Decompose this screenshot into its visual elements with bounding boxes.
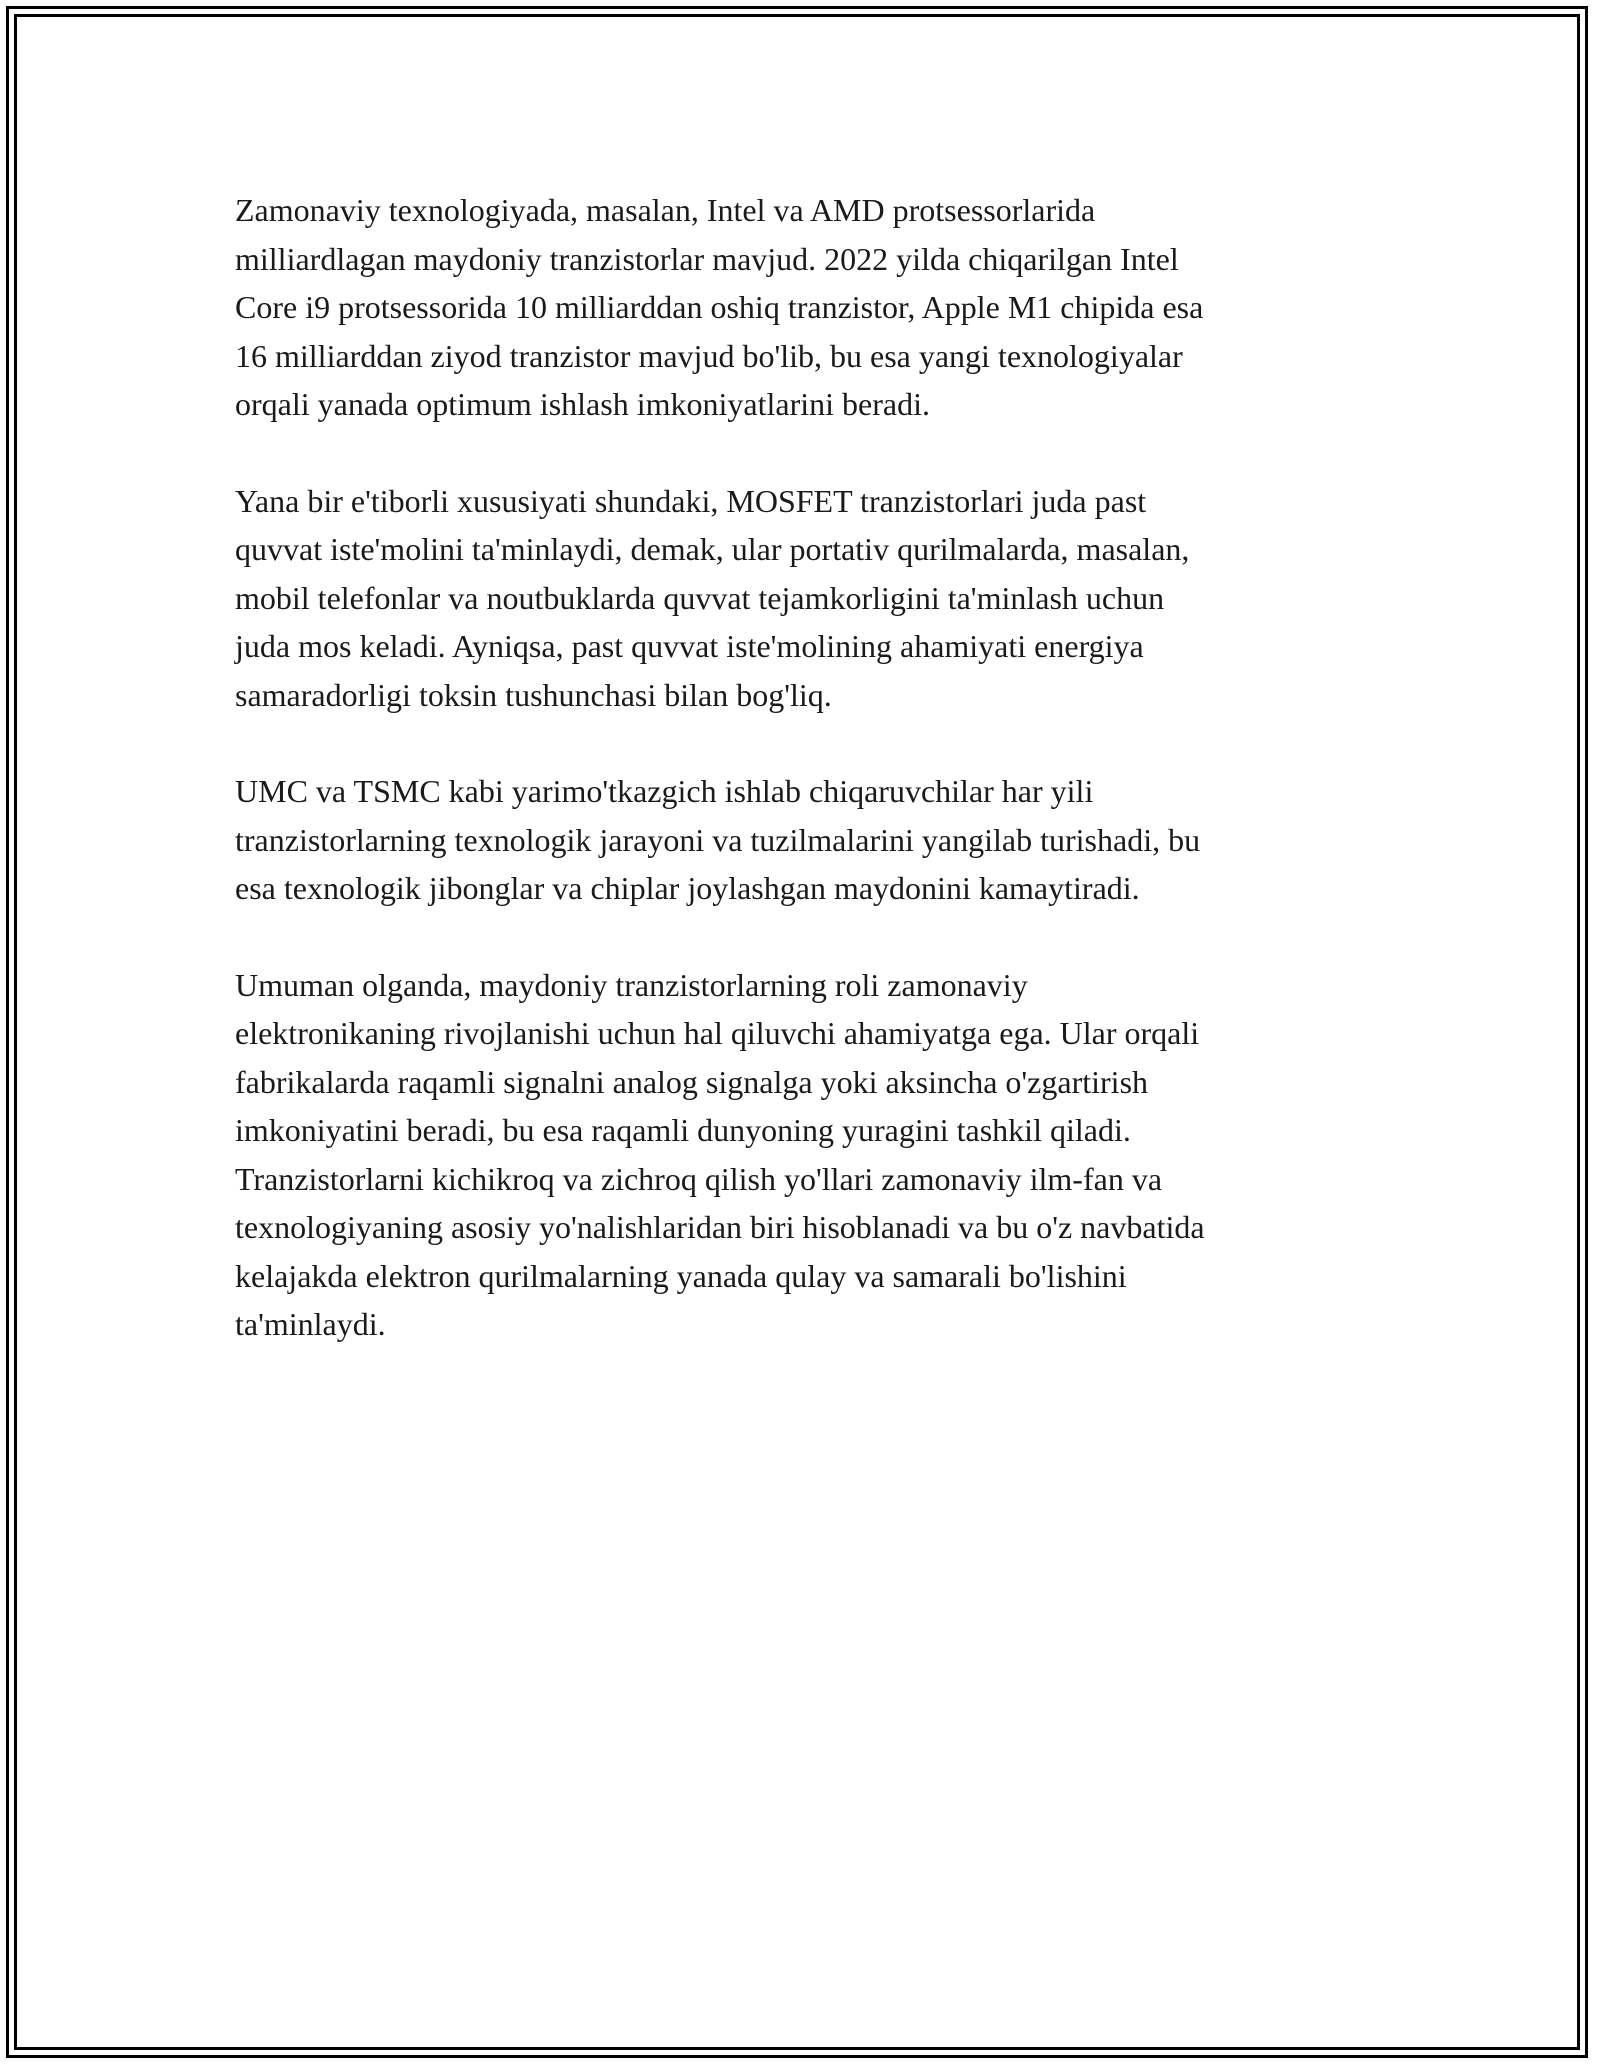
document-body (235, 186, 1370, 1397)
paragraph-3: UMC va TSMC kabi yarimo'tkazgich ishlab chiqaruvchilar har yili tranzistorlarning texnologik jarayoni va tuzilmalarini yangilab turishadi, bu esa texnologik jibonglar va chiplar joylashgan maydonini kamaytiradi. (235, 773, 1201, 906)
paragraph-4: Umuman olganda, maydoniy tranzistorlarning roli zamonaviy elektronikaning rivojlanishi uchun hal qiluvchi ahamiyatga ega. Ular orqali fabrikalarda raqamli signalni analog signalga yoki aksincha o'zgartirish imkoniyatini beradi, bu esa raqamli dunyoning yuragini tashkil qiladi. Tranzistorlarni kichikroq va zichroq qilish yo'llari zamonaviy ilm-fan va texnologiyaning asosiy yo'nalishlaridan biri hisoblanadi va bu o'z navbatida kelajakda elektron qurilmalarning yanada qulay va samarali bo'lishini ta'minlaydi. (235, 966, 1205, 1342)
paragraph-1: Zamonaviy texnologiyada, masalan, Intel va AMD protsessorlarida milliardlagan maydoniy tranzistorlar mavjud. 2022 yilda chiqarilgan Intel Core i9 protsessorida 10 milliarddan oshiq tranzistor, Apple M1 chipida esa 16 milliarddan ziyod tranzistor mavjud bo'lib, bu esa yangi texnologiyalar orqali yanada optimum ishlash imkoniyatlarini beradi. (235, 192, 1204, 422)
paragraph-2: Yana bir e'tiborli xususiyati shundaki, MOSFET tranzistorlari juda past quvvat iste'molini ta'minlaydi, demak, ular portativ qurilmalarda, masalan, mobil telefonlar va noutbuklarda quvvat tejamkorligini ta'minlash uchun juda mos keladi. Ayniqsa, past quvvat iste'molining ahamiyati energiya samaradorligi toksin tushunchasi bilan bog'liq. (235, 482, 1190, 713)
